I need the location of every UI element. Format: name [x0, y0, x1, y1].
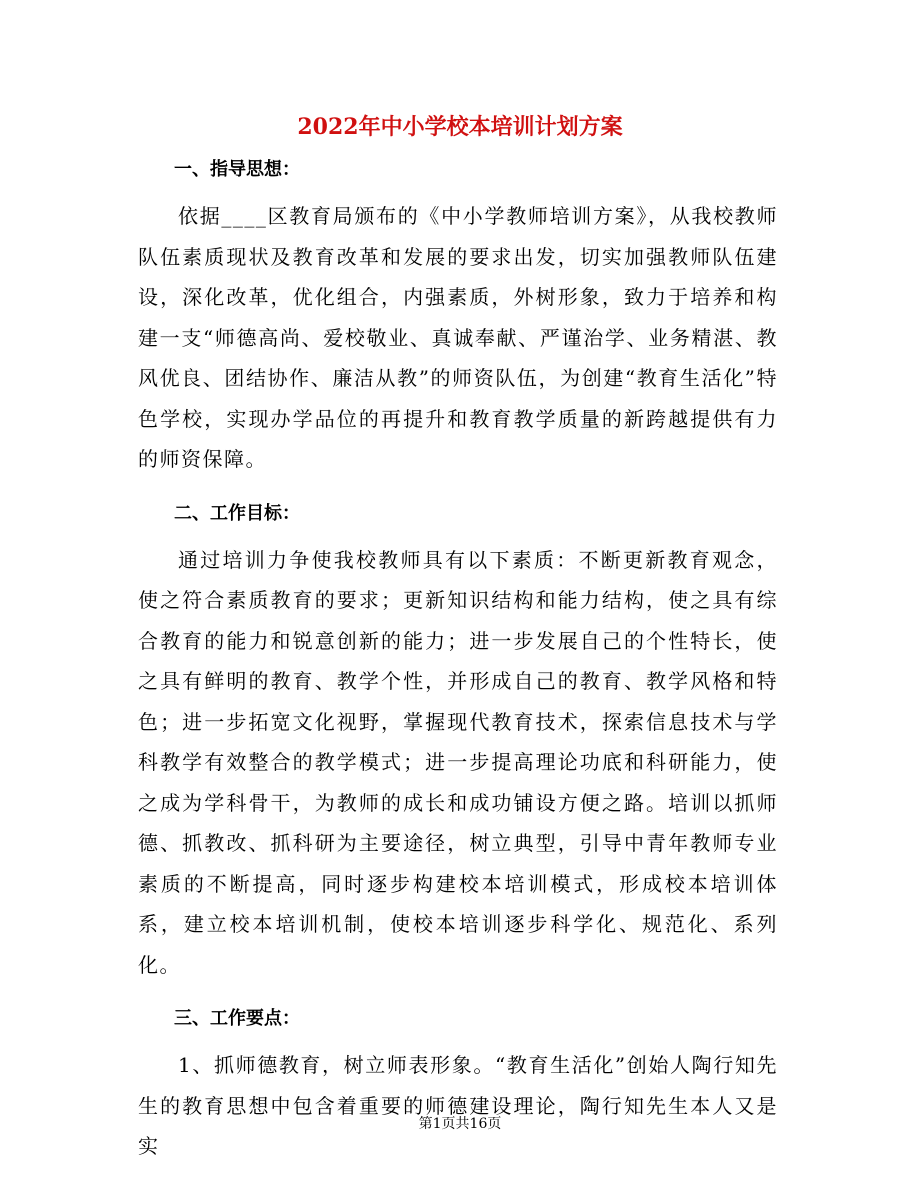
section-paragraph-work-points: 1、抓师德教育，树立师表形象。“教育生活化”创始人陶行知先生的教育思想中包含着重要的师德建设理论，陶行知先生本人又是实 [138, 1053, 778, 1158]
section-heading-guiding-ideology: 一、指导思想： [174, 159, 300, 180]
section-paragraph-work-goals: 通过培训力争使我校教师具有以下素质：不断更新教育观念，使之符合素质教育的要求；更新知识结构和能力结构，使之具有综合教育的能力和锐意创新的能力；进一步发展自己的个性特长，使之具有鲜明的教育、教学个性，并形成自己的教育、教学风格和特色；进一步拓宽文化视野，掌握现代教育技术，探索信息技术与学科教学有效整合的教学模式；进一步提高理论功底和科研能力，使之成为学科骨干，为教师的成长和成功铺设方便之路。培训以抓师德、抓教改、抓科研为主要途径，树立典型，引导中青年教师专业素质的不断提高，同时逐步构建校本培训模式，形成校本培训体系，建立校本培训机制，使校本培训逐步科学化、规范化、系列化。 [138, 547, 778, 977]
section-paragraph-guiding-ideology: 依据____区教育局颁布的《中小学教师培训方案》，从我校教师队伍素质现状及教育改革和发展的要求出发，切实加强教师队伍建设，深化改革，优化组合，内强素质，外树形象，致力于培养和构建一支“师德高尚、爱校敬业、真诚奉献、严谨治学、业务精湛、教风优良、团结协作、廉洁从教”的师资队伍，为创建“教育生活化”特色学校，实现办学品位的再提升和教育教学质量的新跨越提供有力的师资保障。 [138, 204, 778, 471]
document-title: 2022年中小学校本培训计划方案 [297, 114, 623, 140]
section-heading-work-goals: 二、工作目标： [174, 502, 300, 524]
section-heading-work-points: 三、工作要点： [174, 1008, 300, 1029]
document-body [138, 150, 778, 1181]
page-number-footer: 第1页共16页 [418, 1116, 502, 1132]
